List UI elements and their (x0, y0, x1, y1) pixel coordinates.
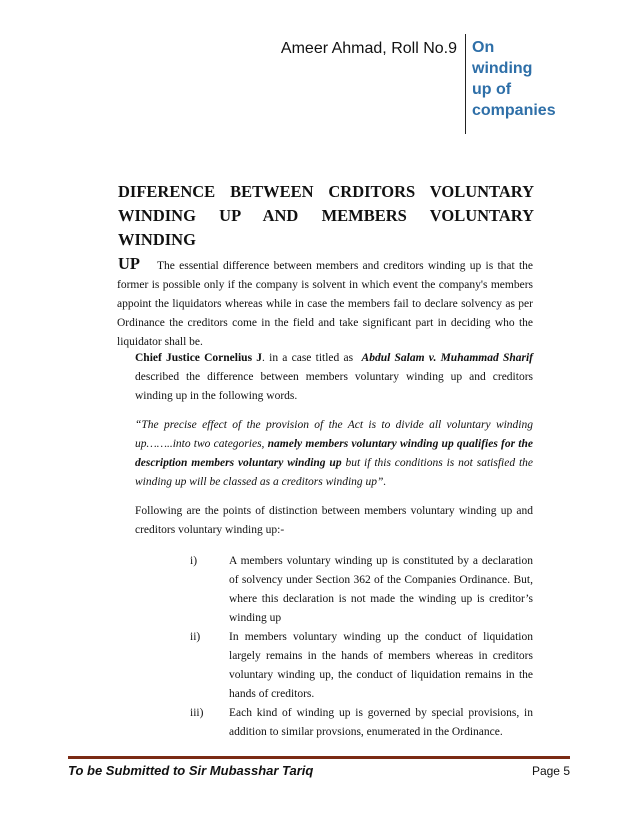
quote-part-2: namely members voluntary winding up qualifies for the description members voluntary winding up (135, 438, 533, 469)
heading-line-3: UP (118, 254, 140, 273)
intro-paragraph (117, 257, 533, 352)
quote-part-3: but if this conditions is not satisfied the winding up will be classed as a creditors winding up”. (135, 457, 533, 488)
list-item-text: A members voluntary winding up is constituted by a declaration of solvency under Section 362 of the Companies Ordinance. But, where this declaration is not made the winding up is creditor’s winding up (229, 555, 533, 624)
page-number: Page 5 (531, 764, 570, 778)
header-topic-line: companies (472, 102, 556, 119)
list-item (190, 704, 533, 742)
points-list (190, 552, 533, 742)
case-text-2: described the difference between members voluntary winding up and creditors winding up in the following words. (135, 371, 533, 402)
list-item-number: ii) (190, 631, 201, 643)
header-topic-line: On (472, 39, 495, 56)
list-item (190, 552, 533, 628)
case-title: Abdul Salam v. Muhammad Sharif (361, 352, 533, 364)
heading-line-1: DIFERENCE BETWEEN CRDITORS VOLUNTARY (118, 182, 534, 201)
header-topic-line: winding (472, 60, 533, 77)
intro-paragraph-text: The essential difference between members and creditors winding up is that the former is possible only if the company is solvent in which event the company's members appoint the liquidators whereas while in case the members fail to declare solvency as per Ordinance the creditors come in the field and take significant part in deciding who the liquidator shall be. (117, 260, 533, 348)
footer-divider (68, 756, 570, 759)
header-author: Ameer Ahmad, Roll No.9 (280, 40, 457, 57)
header-divider (465, 34, 466, 134)
list-item-number: iii) (190, 707, 204, 719)
judge-name: Chief Justice Cornelius J (135, 352, 263, 364)
heading-line-2: WINDING UP AND MEMBERS VOLUNTARY WINDING (118, 206, 534, 249)
list-item-text: In members voluntary winding up the conduct of liquidation largely remains in the hands of members whereas in creditors voluntary winding up, the conduct of liquidation remains in the hands of creditors. (229, 631, 533, 700)
points-intro: Following are the points of distinction between members voluntary winding up and creditors voluntary winding up:- (135, 505, 533, 536)
case-paragraph (135, 349, 533, 406)
case-text-1: . in a case titled as (262, 352, 354, 364)
list-item-number: i) (190, 555, 198, 567)
quote-paragraph (135, 416, 533, 492)
footer-note: To be Submitted to Sir Mubasshar Tariq (68, 763, 314, 778)
quote-part-1: “The precise effect of the provision of the Act is to divide all voluntary winding up……..into two categories, (135, 419, 533, 450)
header-topic (472, 37, 582, 121)
list-item-text: Each kind of winding up is governed by special provisions, in addition to similar provsions, enumerated in the Ordinance. (229, 707, 533, 738)
list-item (190, 628, 533, 704)
header-topic-line: up of (472, 81, 512, 98)
